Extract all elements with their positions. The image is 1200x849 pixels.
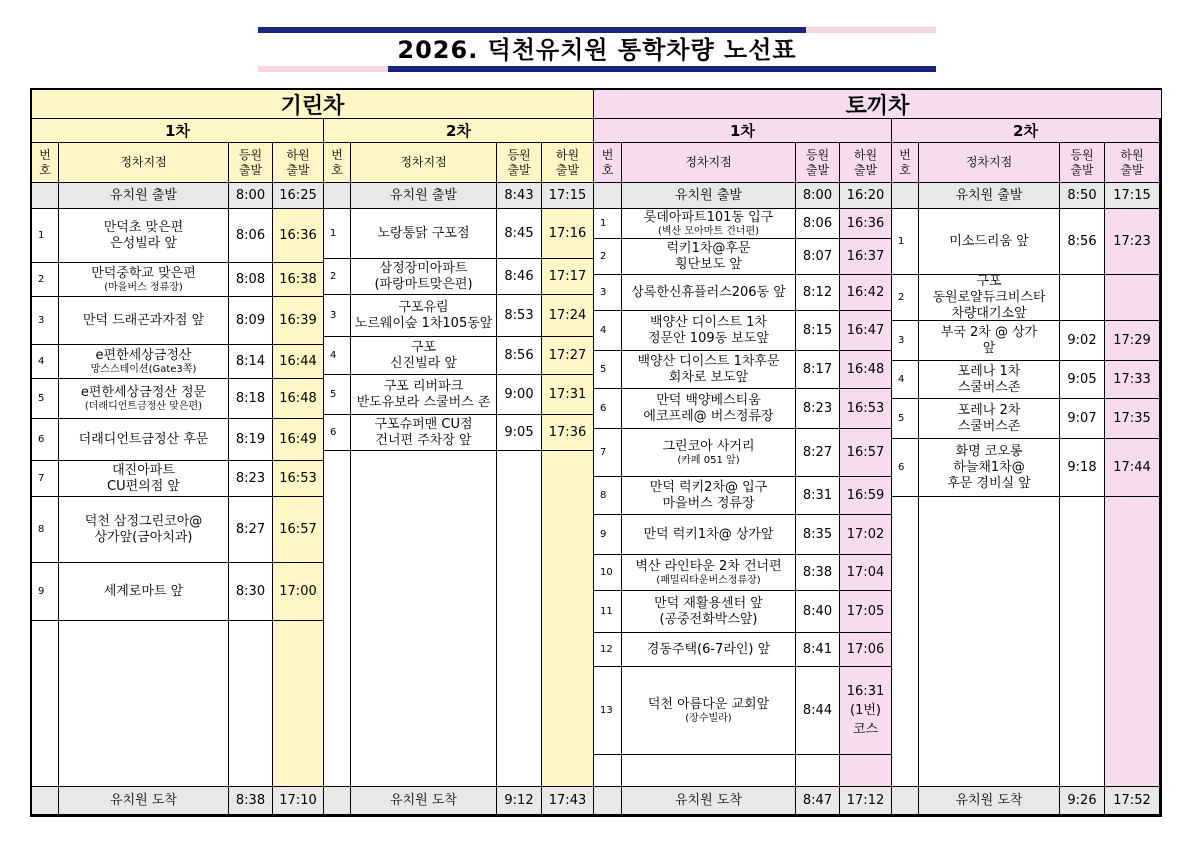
col-header-board: 등원 출발 [229,143,273,183]
col-header-leave: 하원 출발 [840,143,892,183]
stop-number: 3 [324,295,351,337]
stop-name: 구포 신진빌라 앞 [351,337,497,375]
stop-number: 5 [324,375,351,415]
board-time: 9:07 [1060,399,1105,439]
board-time: 8:40 [796,591,840,633]
stop-name: 덕천 삼정그린코아@ 상가앞(금아치과) [59,497,229,563]
stop-name: 백양산 디이스트 1차 정문안 109동 보도앞 [622,311,796,351]
arrive-leave-time: 17:43 [542,787,594,815]
depart-board-time: 8:00 [229,183,273,209]
group-header-rabbit: 토끼차 [594,90,1162,119]
stop-number: 5 [594,351,622,389]
stop-number: 13 [594,667,622,755]
title-top-navy-bar [258,27,806,33]
arrive-leave-time: 17:10 [273,787,324,815]
title-bottom-navy-bar [388,66,936,72]
depart-num-cell [594,183,622,209]
arrive-leave-time: 17:12 [840,787,892,815]
stop-name: 만덕 럭키2차@ 입구 마을버스 정류장 [622,477,796,515]
stop-number: 3 [594,275,622,311]
leave-time: 16:57 [273,497,324,563]
leave-time: 17:36 [542,415,594,451]
leave-time: 16:57 [840,429,892,477]
board-time: 9:05 [1060,361,1105,399]
stop-name: 삼정장미아파트 (파랑마트맞은편) [351,259,497,295]
stop-name: 세계로마트 앞 [59,563,229,621]
board-time: 8:56 [1060,209,1105,275]
leave-time: 17:24 [542,295,594,337]
depart-stop: 유치원 출발 [59,183,229,209]
board-time: 8:06 [229,209,273,263]
trip-header-C: 1차 [594,119,892,143]
board-time: 8:14 [229,345,273,379]
stop-name: 더래디언트금정산 후문 [59,419,229,461]
col-header-leave: 하원 출발 [1105,143,1160,183]
board-time: 8:30 [229,563,273,621]
board-time: 8:08 [229,263,273,297]
empty-num-cell [594,755,622,787]
col-header-stop: 정차지점 [59,143,229,183]
board-time: 8:31 [796,477,840,515]
board-time [1060,275,1105,321]
arrive-stop: 유치원 도착 [919,787,1060,815]
col-header-stop: 정차지점 [622,143,796,183]
leave-time: 16:53 [840,389,892,429]
leave-time: 16:36 [840,209,892,239]
leave-time: 17:05 [840,591,892,633]
leave-time: 16:49 [273,419,324,461]
depart-board-time: 8:43 [497,183,542,209]
stop-number: 6 [324,415,351,451]
leave-time: 16:37 [840,239,892,275]
empty-leave-cell [1105,497,1160,787]
empty-board-cell [229,621,273,787]
page-title: 2026. 덕천유치원 통학차량 노선표 [397,36,797,64]
stop-sub-label: (장수빌라) [685,712,732,724]
board-time: 8:17 [796,351,840,389]
trip-header-B: 2차 [324,119,594,143]
stop-number: 1 [892,209,919,275]
empty-stop-cell [919,497,1060,787]
leave-time: 16:42 [840,275,892,311]
stop-number: 1 [324,209,351,259]
stop-name: 포레나 1차 스쿨버스존 [919,361,1060,399]
stop-sub-label: 망스스테이션(Gate3쪽) [90,363,197,375]
stop-number: 12 [594,633,622,667]
stop-name: 대진아파트 CU편의점 앞 [59,461,229,497]
leave-time: 17:27 [542,337,594,375]
col-header-board: 등원 출발 [796,143,840,183]
board-time: 8:06 [796,209,840,239]
depart-board-time: 8:50 [1060,183,1105,209]
depart-stop: 유치원 출발 [351,183,497,209]
route-table [30,88,1162,817]
stop-number: 7 [594,429,622,477]
stop-number: 4 [32,345,59,379]
title-top-pink-bar [806,27,936,33]
stop-number: 3 [32,297,59,345]
board-time: 9:00 [497,375,542,415]
stop-sub-label: (마을버스 정류장) [104,281,183,293]
board-time: 8:27 [796,429,840,477]
col-header-num: 번 호 [32,143,59,183]
board-time: 8:18 [229,379,273,419]
arrive-num-cell [32,787,59,815]
stop-name: 만덕 재활용센터 앞 (공중전화박스앞) [622,591,796,633]
stop-name: 노랑통닭 구포점 [351,209,497,259]
board-time: 8:23 [796,389,840,429]
stop-number: 2 [324,259,351,295]
board-time: 8:07 [796,239,840,275]
stop-name: 상록한신휴플러스206동 앞 [622,275,796,311]
depart-leave-time: 16:20 [840,183,892,209]
leave-time: 16:38 [273,263,324,297]
col-header-num: 번 호 [892,143,919,183]
depart-num-cell [892,183,919,209]
leave-time: 17:35 [1105,399,1160,439]
col-header-leave: 하원 출발 [273,143,324,183]
empty-stop-cell [622,755,796,787]
board-time: 8:56 [497,337,542,375]
stop-sub-label: (벽산 모아마트 건너편) [657,225,760,237]
depart-num-cell [32,183,59,209]
empty-stop-cell [59,621,229,787]
stop-number: 9 [32,563,59,621]
leave-time: 17:31 [542,375,594,415]
empty-board-cell [1060,497,1105,787]
empty-board-cell [796,755,840,787]
stop-number: 4 [594,311,622,351]
board-time: 8:15 [796,311,840,351]
stop-name: 만덕 럭키1차@ 상가앞 [622,515,796,555]
stop-name: 구포슈퍼맨 CU점 건너편 주차장 앞 [351,415,497,451]
leave-time: 16:39 [273,297,324,345]
stop-name: 만덕 드래곤과자점 앞 [59,297,229,345]
stop-name: 백양산 디이스트 1차후문 회차로 보도앞 [622,351,796,389]
stop-number: 2 [594,239,622,275]
stop-name: 그린코아 사거리 (카페 051 앞) [622,429,796,477]
stop-name: 포레나 2차 스쿨버스존 [919,399,1060,439]
leave-time: 17:17 [542,259,594,295]
empty-num-cell [324,451,351,787]
board-time: 8:53 [497,295,542,337]
board-time: 9:05 [497,415,542,451]
leave-time: 16:31 (1번) 코스 [840,667,892,755]
empty-leave-cell [542,451,594,787]
board-time: 8:19 [229,419,273,461]
leave-time: 16:48 [273,379,324,419]
col-header-board: 등원 출발 [497,143,542,183]
leave-time: 16:48 [840,351,892,389]
leave-time: 17:04 [840,555,892,591]
stop-sub-label: (패밀리타운버스정류장) [656,574,761,586]
title-bottom-pink-bar [258,66,388,72]
board-time: 8:12 [796,275,840,311]
depart-board-time: 8:00 [796,183,840,209]
stop-number: 4 [892,361,919,399]
stop-name: 만덕중학교 맞은편 (마을버스 정류장) [59,263,229,297]
board-time: 8:41 [796,633,840,667]
col-header-num: 번 호 [324,143,351,183]
board-time: 9:18 [1060,439,1105,497]
depart-num-cell [324,183,351,209]
leave-time: 16:59 [840,477,892,515]
stop-number: 11 [594,591,622,633]
group-header-giraffe: 기린차 [32,90,594,119]
depart-leave-time: 17:15 [1105,183,1160,209]
arrive-board-time: 9:26 [1060,787,1105,815]
empty-leave-cell [273,621,324,787]
arrive-leave-time: 17:52 [1105,787,1160,815]
col-header-board: 등원 출발 [1060,143,1105,183]
stop-number: 4 [324,337,351,375]
stop-name: 구포 리버파크 반도유보라 스쿨버스 존 [351,375,497,415]
stop-number: 2 [892,275,919,321]
stop-name: e편한세상금정산 정문 (더래디언트금정산 맞은편) [59,379,229,419]
board-time: 8:38 [796,555,840,591]
col-header-leave: 하원 출발 [542,143,594,183]
leave-time [1105,275,1160,321]
leave-time: 16:36 [273,209,324,263]
stop-name: 럭키1차@후문 횡단보도 앞 [622,239,796,275]
depart-leave-time: 17:15 [542,183,594,209]
stop-number: 10 [594,555,622,591]
arrive-num-cell [892,787,919,815]
arrive-stop: 유치원 도착 [622,787,796,815]
stop-name: 롯데아파트101동 입구 (벽산 모아마트 건너편) [622,209,796,239]
empty-board-cell [497,451,542,787]
board-time: 8:45 [497,209,542,259]
stop-number: 9 [594,515,622,555]
arrive-stop: 유치원 도착 [351,787,497,815]
arrive-num-cell [324,787,351,815]
stop-name: 화명 코오롱 하늘채1차@ 후문 경비실 앞 [919,439,1060,497]
arrive-board-time: 8:47 [796,787,840,815]
stop-name: 만덕 백양베스티움 에코프레@ 버스정류장 [622,389,796,429]
stop-number: 6 [892,439,919,497]
stop-number: 5 [32,379,59,419]
empty-leave-cell [840,755,892,787]
stop-number: 2 [32,263,59,297]
stop-number: 1 [594,209,622,239]
leave-time: 17:00 [273,563,324,621]
board-time: 8:23 [229,461,273,497]
depart-stop: 유치원 출발 [919,183,1060,209]
arrive-board-time: 9:12 [497,787,542,815]
stop-number: 5 [892,399,919,439]
stop-name: 미소드리움 앞 [919,209,1060,275]
board-time: 8:09 [229,297,273,345]
empty-num-cell [32,621,59,787]
stop-sub-label: (더래디언트금정산 맞은편) [84,400,203,412]
trip-header-A: 1차 [32,119,324,143]
leave-time: 17:29 [1105,321,1160,361]
board-time: 8:44 [796,667,840,755]
stop-number: 1 [32,209,59,263]
depart-leave-time: 16:25 [273,183,324,209]
leave-time: 17:16 [542,209,594,259]
stop-number: 7 [32,461,59,497]
stop-name: 덕천 아름다운 교회앞 (장수빌라) [622,667,796,755]
leave-time: 17:33 [1105,361,1160,399]
arrive-num-cell [594,787,622,815]
stop-name: 구포유림 노르웨이숲 1차105동앞 [351,295,497,337]
stop-name: 구포 동원로얄듀크비스타 차량대기소앞 [919,275,1060,321]
leave-time: 16:47 [840,311,892,351]
leave-time: 16:44 [273,345,324,379]
leave-time: 16:53 [273,461,324,497]
stop-number: 6 [594,389,622,429]
stop-number: 8 [32,497,59,563]
stop-sub-label: (카페 051 앞) [677,454,740,466]
leave-time: 17:23 [1105,209,1160,275]
leave-time: 17:02 [840,515,892,555]
depart-stop: 유치원 출발 [622,183,796,209]
board-time: 8:35 [796,515,840,555]
stop-number: 6 [32,419,59,461]
stop-name: 벽산 라인타운 2차 건너편 (패밀리타운버스정류장) [622,555,796,591]
empty-stop-cell [351,451,497,787]
arrive-board-time: 8:38 [229,787,273,815]
col-header-stop: 정차지점 [351,143,497,183]
stop-name: 부국 2차 @ 상가 앞 [919,321,1060,361]
stop-name: 만덕초 맞은편 은성빌라 앞 [59,209,229,263]
board-time: 8:27 [229,497,273,563]
stop-number: 3 [892,321,919,361]
arrive-stop: 유치원 도착 [59,787,229,815]
leave-time: 17:06 [840,633,892,667]
board-time: 8:46 [497,259,542,295]
stop-name: 경동주택(6-7라인) 앞 [622,633,796,667]
trip-header-D: 2차 [892,119,1160,143]
stop-number: 8 [594,477,622,515]
empty-num-cell [892,497,919,787]
col-header-num: 번 호 [594,143,622,183]
col-header-stop: 정차지점 [919,143,1060,183]
stop-name: e편한세상금정산 망스스테이션(Gate3쪽) [59,345,229,379]
board-time: 9:02 [1060,321,1105,361]
leave-time: 17:44 [1105,439,1160,497]
